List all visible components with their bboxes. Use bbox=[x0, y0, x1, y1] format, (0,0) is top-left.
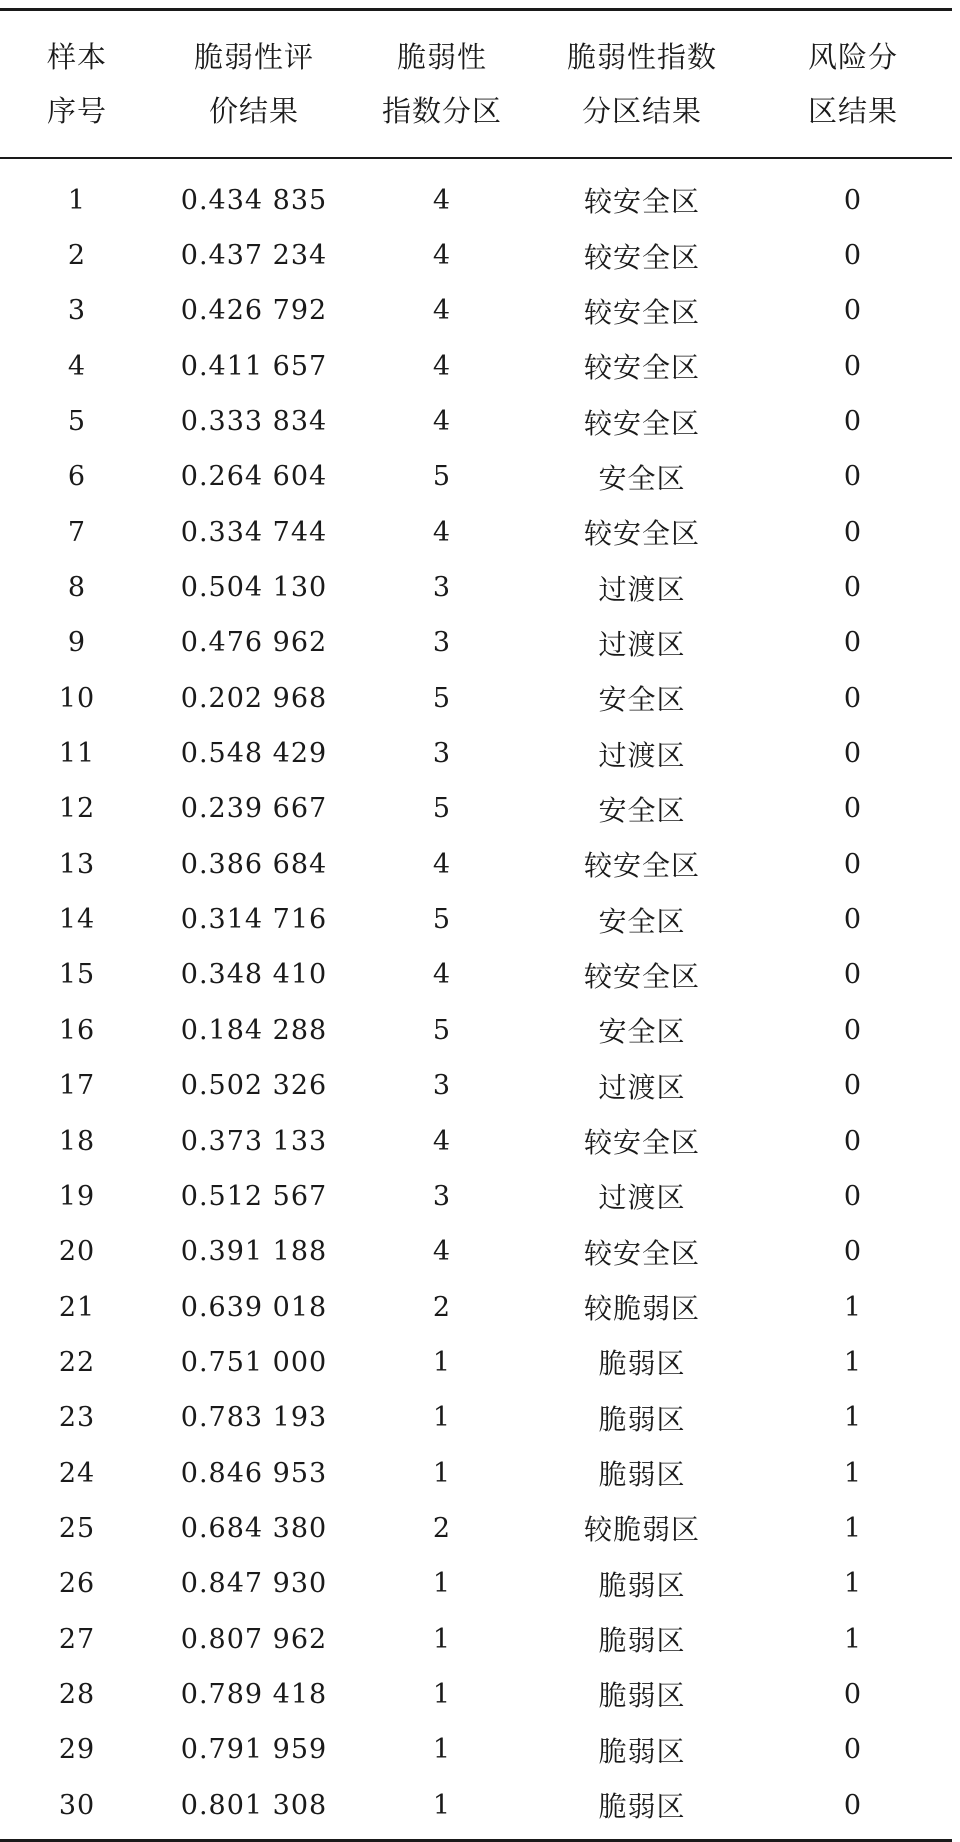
cell-risk-result: 0 bbox=[843, 1125, 863, 1157]
cell-vulnerability-value: 0.386 684 bbox=[180, 848, 328, 880]
cell-zone-result: 较安全区 bbox=[583, 240, 700, 274]
cell-zone-result: 过渡区 bbox=[598, 1181, 686, 1215]
cell-sample-number: 26 bbox=[58, 1568, 96, 1600]
cell-index-zone: 1 bbox=[432, 1568, 452, 1600]
cell-vulnerability-value: 0.373 133 bbox=[180, 1125, 328, 1157]
cell-index-zone: 4 bbox=[432, 350, 452, 382]
table-row bbox=[0, 1169, 952, 1224]
cell-risk-result: 0 bbox=[843, 516, 863, 548]
table-row bbox=[0, 1722, 952, 1777]
cell-index-zone: 4 bbox=[432, 406, 452, 438]
cell-index-zone: 5 bbox=[432, 682, 452, 714]
cell-vulnerability-value: 0.314 716 bbox=[180, 904, 328, 936]
cell-risk-result: 1 bbox=[843, 1568, 863, 1600]
cell-zone-result: 过渡区 bbox=[598, 572, 686, 606]
cell-sample-number: 21 bbox=[58, 1291, 96, 1323]
cell-risk-result: 1 bbox=[843, 1512, 863, 1544]
cell-zone-result: 较脆弱区 bbox=[583, 1513, 700, 1547]
cell-index-zone: 5 bbox=[432, 904, 452, 936]
cell-index-zone: 1 bbox=[432, 1457, 452, 1489]
table-row bbox=[0, 1003, 952, 1058]
cell-index-zone: 3 bbox=[432, 627, 452, 659]
cell-sample-number: 30 bbox=[58, 1789, 96, 1821]
table-row bbox=[0, 1058, 952, 1113]
cell-zone-result: 脆弱区 bbox=[598, 1568, 686, 1602]
cell-zone-result: 安全区 bbox=[598, 683, 686, 717]
cell-index-zone: 4 bbox=[432, 240, 452, 272]
cell-risk-result: 0 bbox=[843, 184, 863, 216]
cell-risk-result: 1 bbox=[843, 1623, 863, 1655]
table-body bbox=[0, 159, 952, 1839]
cell-sample-number: 7 bbox=[67, 516, 87, 548]
cell-vulnerability-value: 0.239 667 bbox=[180, 793, 328, 825]
cell-risk-result: 0 bbox=[843, 904, 863, 936]
cell-risk-result: 0 bbox=[843, 461, 863, 493]
table-row bbox=[0, 1390, 952, 1445]
cell-index-zone: 4 bbox=[432, 295, 452, 327]
cell-risk-result: 0 bbox=[843, 572, 863, 604]
cell-sample-number: 6 bbox=[67, 461, 87, 493]
cell-risk-result: 0 bbox=[843, 1734, 863, 1766]
cell-risk-result: 0 bbox=[843, 1070, 863, 1102]
header-zone-result: 脆弱性指数 分区结果 bbox=[566, 40, 717, 128]
cell-risk-result: 0 bbox=[843, 1678, 863, 1710]
cell-zone-result: 较安全区 bbox=[583, 295, 700, 329]
cell-vulnerability-value: 0.783 193 bbox=[180, 1402, 328, 1434]
cell-vulnerability-value: 0.348 410 bbox=[180, 959, 328, 991]
cell-sample-number: 28 bbox=[58, 1678, 96, 1710]
cell-zone-result: 较安全区 bbox=[583, 351, 700, 385]
cell-risk-result: 0 bbox=[843, 793, 863, 825]
table-row bbox=[0, 1445, 952, 1500]
cell-sample-number: 4 bbox=[67, 350, 87, 382]
table-row bbox=[0, 781, 952, 836]
table-bottom-rule bbox=[0, 1839, 952, 1842]
cell-index-zone: 1 bbox=[432, 1678, 452, 1710]
cell-vulnerability-value: 0.502 326 bbox=[180, 1070, 328, 1102]
cell-zone-result: 过渡区 bbox=[598, 627, 686, 661]
cell-vulnerability-value: 0.476 962 bbox=[180, 627, 328, 659]
cell-risk-result: 0 bbox=[843, 295, 863, 327]
cell-vulnerability-value: 0.184 288 bbox=[180, 1014, 328, 1046]
cell-sample-number: 29 bbox=[58, 1734, 96, 1766]
cell-sample-number: 25 bbox=[58, 1512, 96, 1544]
cell-sample-number: 20 bbox=[58, 1236, 96, 1268]
table-row bbox=[0, 1556, 952, 1611]
cell-zone-result: 脆弱区 bbox=[598, 1347, 686, 1381]
cell-sample-number: 5 bbox=[67, 406, 87, 438]
cell-sample-number: 12 bbox=[58, 793, 96, 825]
cell-risk-result: 0 bbox=[843, 240, 863, 272]
cell-zone-result: 安全区 bbox=[598, 461, 686, 495]
cell-sample-number: 16 bbox=[58, 1014, 96, 1046]
cell-zone-result: 过渡区 bbox=[598, 738, 686, 772]
table-row bbox=[0, 726, 952, 781]
cell-sample-number: 11 bbox=[58, 738, 96, 770]
header-sample-number: 样本 序号 bbox=[46, 40, 107, 128]
header-risk-zone-result: 风险分 区结果 bbox=[807, 40, 898, 128]
table-row bbox=[0, 173, 952, 228]
cell-vulnerability-value: 0.504 130 bbox=[180, 572, 328, 604]
cell-index-zone: 1 bbox=[432, 1402, 452, 1434]
table-row bbox=[0, 339, 952, 394]
cell-risk-result: 0 bbox=[843, 959, 863, 991]
table-row bbox=[0, 505, 952, 560]
cell-vulnerability-value: 0.789 418 bbox=[180, 1678, 328, 1710]
table-row bbox=[0, 671, 952, 726]
cell-vulnerability-value: 0.437 234 bbox=[180, 240, 328, 272]
cell-sample-number: 10 bbox=[58, 682, 96, 714]
cell-sample-number: 14 bbox=[58, 904, 96, 936]
cell-zone-result: 脆弱区 bbox=[598, 1790, 686, 1824]
cell-vulnerability-value: 0.202 968 bbox=[180, 682, 328, 714]
table-row bbox=[0, 228, 952, 283]
cell-sample-number: 2 bbox=[67, 240, 87, 272]
cell-sample-number: 3 bbox=[67, 295, 87, 327]
cell-zone-result: 较安全区 bbox=[583, 1126, 700, 1160]
cell-index-zone: 1 bbox=[432, 1346, 452, 1378]
cell-risk-result: 0 bbox=[843, 627, 863, 659]
cell-zone-result: 安全区 bbox=[598, 904, 686, 938]
cell-vulnerability-value: 0.846 953 bbox=[180, 1457, 328, 1489]
cell-sample-number: 22 bbox=[58, 1346, 96, 1378]
cell-vulnerability-value: 0.751 000 bbox=[180, 1346, 328, 1378]
cell-index-zone: 4 bbox=[432, 516, 452, 548]
table-row bbox=[0, 449, 952, 504]
cell-index-zone: 4 bbox=[432, 1236, 452, 1268]
cell-risk-result: 1 bbox=[843, 1402, 863, 1434]
cell-sample-number: 18 bbox=[58, 1125, 96, 1157]
table-row bbox=[0, 1777, 952, 1832]
cell-risk-result: 0 bbox=[843, 1180, 863, 1212]
cell-index-zone: 5 bbox=[432, 1014, 452, 1046]
cell-risk-result: 1 bbox=[843, 1457, 863, 1489]
table-row bbox=[0, 837, 952, 892]
cell-vulnerability-value: 0.512 567 bbox=[180, 1180, 328, 1212]
cell-index-zone: 4 bbox=[432, 959, 452, 991]
cell-risk-result: 0 bbox=[843, 350, 863, 382]
cell-risk-result: 0 bbox=[843, 682, 863, 714]
cell-zone-result: 脆弱区 bbox=[598, 1624, 686, 1658]
cell-zone-result: 较安全区 bbox=[583, 959, 700, 993]
table-row bbox=[0, 1335, 952, 1390]
cell-sample-number: 1 bbox=[67, 184, 87, 216]
cell-zone-result: 脆弱区 bbox=[598, 1458, 686, 1492]
table-row bbox=[0, 560, 952, 615]
results-table bbox=[0, 8, 952, 1842]
cell-zone-result: 较安全区 bbox=[583, 406, 700, 440]
table-row bbox=[0, 892, 952, 947]
header-index-zone: 脆弱性 指数分区 bbox=[381, 40, 502, 128]
table-header bbox=[0, 11, 952, 157]
cell-zone-result: 较安全区 bbox=[583, 1236, 700, 1270]
table-row bbox=[0, 1224, 952, 1279]
cell-index-zone: 4 bbox=[432, 1125, 452, 1157]
cell-zone-result: 较安全区 bbox=[583, 517, 700, 551]
cell-risk-result: 0 bbox=[843, 738, 863, 770]
cell-index-zone: 3 bbox=[432, 1180, 452, 1212]
cell-index-zone: 3 bbox=[432, 738, 452, 770]
cell-zone-result: 安全区 bbox=[598, 1015, 686, 1049]
cell-sample-number: 24 bbox=[58, 1457, 96, 1489]
cell-sample-number: 17 bbox=[58, 1070, 96, 1102]
cell-vulnerability-value: 0.639 018 bbox=[180, 1291, 328, 1323]
cell-index-zone: 2 bbox=[432, 1512, 452, 1544]
cell-vulnerability-value: 0.791 959 bbox=[180, 1734, 328, 1766]
cell-risk-result: 1 bbox=[843, 1291, 863, 1323]
table-row bbox=[0, 1501, 952, 1556]
cell-vulnerability-value: 0.333 834 bbox=[180, 406, 328, 438]
cell-zone-result: 较脆弱区 bbox=[583, 1292, 700, 1326]
cell-zone-result: 脆弱区 bbox=[598, 1734, 686, 1768]
cell-risk-result: 0 bbox=[843, 1014, 863, 1046]
cell-zone-result: 过渡区 bbox=[598, 1070, 686, 1104]
cell-vulnerability-value: 0.391 188 bbox=[180, 1236, 328, 1268]
cell-vulnerability-value: 0.801 308 bbox=[180, 1789, 328, 1821]
cell-vulnerability-value: 0.334 744 bbox=[180, 516, 328, 548]
cell-risk-result: 0 bbox=[843, 1789, 863, 1821]
cell-zone-result: 脆弱区 bbox=[598, 1402, 686, 1436]
table-row bbox=[0, 394, 952, 449]
table-row bbox=[0, 1279, 952, 1334]
cell-vulnerability-value: 0.434 835 bbox=[180, 184, 328, 216]
cell-sample-number: 13 bbox=[58, 848, 96, 880]
table-row bbox=[0, 1113, 952, 1168]
cell-index-zone: 1 bbox=[432, 1623, 452, 1655]
cell-index-zone: 5 bbox=[432, 793, 452, 825]
table-row bbox=[0, 283, 952, 338]
cell-vulnerability-value: 0.684 380 bbox=[180, 1512, 328, 1544]
cell-sample-number: 19 bbox=[58, 1180, 96, 1212]
cell-sample-number: 23 bbox=[58, 1402, 96, 1434]
cell-zone-result: 较安全区 bbox=[583, 185, 700, 219]
table-row bbox=[0, 1611, 952, 1666]
cell-sample-number: 27 bbox=[58, 1623, 96, 1655]
cell-index-zone: 4 bbox=[432, 184, 452, 216]
cell-zone-result: 脆弱区 bbox=[598, 1679, 686, 1713]
cell-vulnerability-value: 0.807 962 bbox=[180, 1623, 328, 1655]
cell-sample-number: 9 bbox=[67, 627, 87, 659]
table-row bbox=[0, 615, 952, 670]
cell-sample-number: 8 bbox=[67, 572, 87, 604]
cell-sample-number: 15 bbox=[58, 959, 96, 991]
cell-vulnerability-value: 0.411 657 bbox=[180, 350, 328, 382]
cell-risk-result: 0 bbox=[843, 848, 863, 880]
cell-vulnerability-value: 0.548 429 bbox=[180, 738, 328, 770]
cell-risk-result: 0 bbox=[843, 1236, 863, 1268]
header-vulnerability-result: 脆弱性评 价结果 bbox=[193, 40, 314, 128]
cell-index-zone: 1 bbox=[432, 1789, 452, 1821]
cell-vulnerability-value: 0.847 930 bbox=[180, 1568, 328, 1600]
cell-index-zone: 3 bbox=[432, 1070, 452, 1102]
table-row bbox=[0, 1667, 952, 1722]
cell-zone-result: 安全区 bbox=[598, 793, 686, 827]
cell-index-zone: 5 bbox=[432, 461, 452, 493]
cell-index-zone: 2 bbox=[432, 1291, 452, 1323]
cell-zone-result: 较安全区 bbox=[583, 849, 700, 883]
table-row bbox=[0, 947, 952, 1002]
cell-index-zone: 1 bbox=[432, 1734, 452, 1766]
cell-vulnerability-value: 0.426 792 bbox=[180, 295, 328, 327]
cell-risk-result: 0 bbox=[843, 406, 863, 438]
cell-index-zone: 3 bbox=[432, 572, 452, 604]
cell-index-zone: 4 bbox=[432, 848, 452, 880]
cell-vulnerability-value: 0.264 604 bbox=[180, 461, 328, 493]
cell-risk-result: 1 bbox=[843, 1346, 863, 1378]
